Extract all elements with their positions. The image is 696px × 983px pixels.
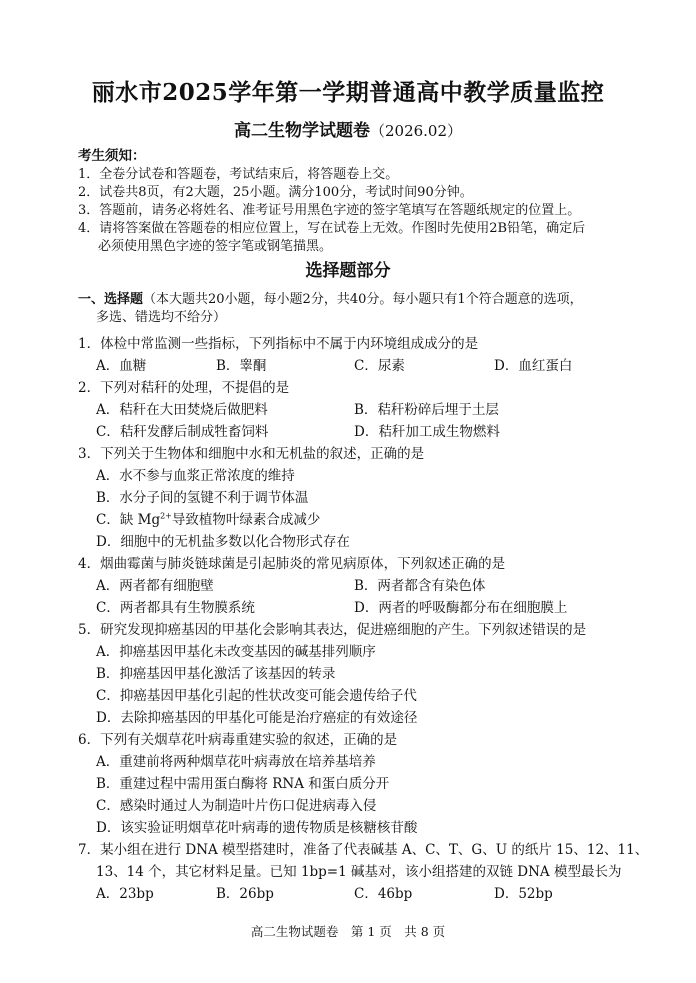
option-b: B．重建过程中需用蛋白酶将 RNA 和蛋白质分开 bbox=[96, 776, 390, 792]
option-a: A．血糖 bbox=[96, 358, 147, 374]
notice-heading: 考生须知： bbox=[78, 148, 146, 164]
option-c: C．尿素 bbox=[354, 358, 405, 374]
notice-item: 3．答题前，请务必将姓名、准考证号用黑色字迹的签字笔填写在答题纸规定的位置上。 bbox=[78, 203, 581, 218]
option-d: D．细胞中的无机盐多数以化合物形式存在 bbox=[96, 534, 350, 550]
option-c: C．感染时通过人为制造叶片伤口促进病毒入侵 bbox=[96, 798, 377, 814]
sub-title-date: （2026.02） bbox=[369, 122, 463, 140]
option-b: B．秸秆粉碎后埋于土层 bbox=[354, 402, 499, 418]
option-c: C．秸秆发酵后制成牲畜饲料 bbox=[96, 424, 269, 440]
part-label: 一、选择题 bbox=[78, 292, 144, 307]
sub-title bbox=[0, 116, 696, 141]
option-d: D．秸秆加工成生物燃料 bbox=[354, 424, 500, 440]
option-c-text-rest: 导致植物叶绿素合成减少 bbox=[171, 512, 321, 528]
question-stem-continuation: 13、14 个，其它材料足量。已知 1bp=1 碱基对，该小组搭建的双链 DNA 模型最长为 bbox=[96, 864, 622, 880]
question-stem: 2．下列对秸秆的处理，不提倡的是 bbox=[78, 380, 290, 396]
option-a: A．秸秆在大田焚烧后做肥料 bbox=[96, 402, 268, 418]
option-c-text: C．缺 Mg bbox=[96, 512, 161, 528]
notice-item: 1．全卷分试卷和答题卷，考试结束后，将答题卷上交。 bbox=[78, 167, 399, 182]
part-heading bbox=[78, 288, 583, 307]
question-stem: 1．体检中常监测一些指标，下列指标中不属于内环境组成成分的是 bbox=[78, 336, 479, 352]
question-stem: 7．某小组在进行 DNA 模型搭建时，准备了代表碱基 A、C、T、G、U 的纸片 15、12、11、 bbox=[78, 842, 649, 858]
option-a: A．重建前将两种烟草花叶病毒放在培养基培养 bbox=[96, 754, 376, 770]
notice-item-continuation: 必须使用黑色字迹的签字笔或钢笔描黑。 bbox=[98, 239, 333, 254]
option-a: A．水不参与血浆正常浓度的维持 bbox=[96, 468, 295, 484]
option-b: B．26bp bbox=[216, 886, 274, 902]
option-b: B．两者都含有染色体 bbox=[354, 578, 486, 594]
option-b: B．抑癌基因甲基化激活了该基因的转录 bbox=[96, 666, 336, 682]
option-a: A．两者都有细胞壁 bbox=[96, 578, 214, 594]
question-stem: 3．下列关于生物体和细胞中水和无机盐的叙述，正确的是 bbox=[78, 446, 425, 462]
option-d: D．两者的呼吸酶都分布在细胞膜上 bbox=[354, 600, 568, 616]
sub-title-text: 高二生物学试题卷 bbox=[233, 121, 370, 141]
option-b: B．水分子间的氢键不利于调节体温 bbox=[96, 490, 309, 506]
page-footer: 高二生物试题卷 第 1 页 共 8 页 bbox=[250, 924, 446, 939]
ion-charge: 2+ bbox=[160, 511, 172, 521]
part-description-continuation: 多选、错选均不给分） bbox=[96, 310, 227, 325]
question-stem: 4．烟曲霉菌与肺炎链球菌是引起肺炎的常见病原体，下列叙述正确的是 bbox=[78, 556, 506, 572]
main-title: 丽水市2025学年第一学期普通高中教学质量监控 bbox=[91, 79, 605, 106]
question-stem: 6．下列有关烟草花叶病毒重建实验的叙述，正确的是 bbox=[78, 732, 398, 748]
notice-item: 4．请将答案做在答题卷的相应位置上，写在试卷上无效。作图时先使用2B铅笔，确定后 bbox=[78, 221, 586, 236]
option-d: D．去除抑癌基因的甲基化可能是治疗癌症的有效途径 bbox=[96, 710, 418, 726]
option-c: C．46bp bbox=[354, 886, 413, 902]
option-c: C．两者都具有生物膜系统 bbox=[96, 600, 255, 616]
question-stem: 5．研究发现抑癌基因的甲基化会影响其表达，促进癌细胞的产生。下列叙述错误的是 bbox=[78, 622, 587, 638]
option-c: C．抑癌基因甲基化引起的性状改变可能会遗传给子代 bbox=[96, 688, 417, 704]
option-d: D．52bp bbox=[494, 886, 553, 902]
option-d: D．该实验证明烟草花叶病毒的遗传物质是核糖核苷酸 bbox=[96, 820, 418, 836]
option-b: B．睾酮 bbox=[216, 358, 267, 374]
option-a: A．23bp bbox=[96, 886, 154, 902]
option-d: D．血红蛋白 bbox=[494, 358, 573, 374]
notice-item: 2．试卷共8页，有2大题，25小题。满分100分，考试时间90分钟。 bbox=[78, 185, 473, 200]
part-description: （本大题共20小题，每小题2分，共40分。每小题只有1个符合题意的选项， bbox=[143, 292, 583, 307]
option-c bbox=[96, 508, 320, 528]
option-a: A．抑癌基因甲基化未改变基因的碱基排列顺序 bbox=[96, 644, 376, 660]
section-title: 选择题部分 bbox=[305, 261, 391, 281]
